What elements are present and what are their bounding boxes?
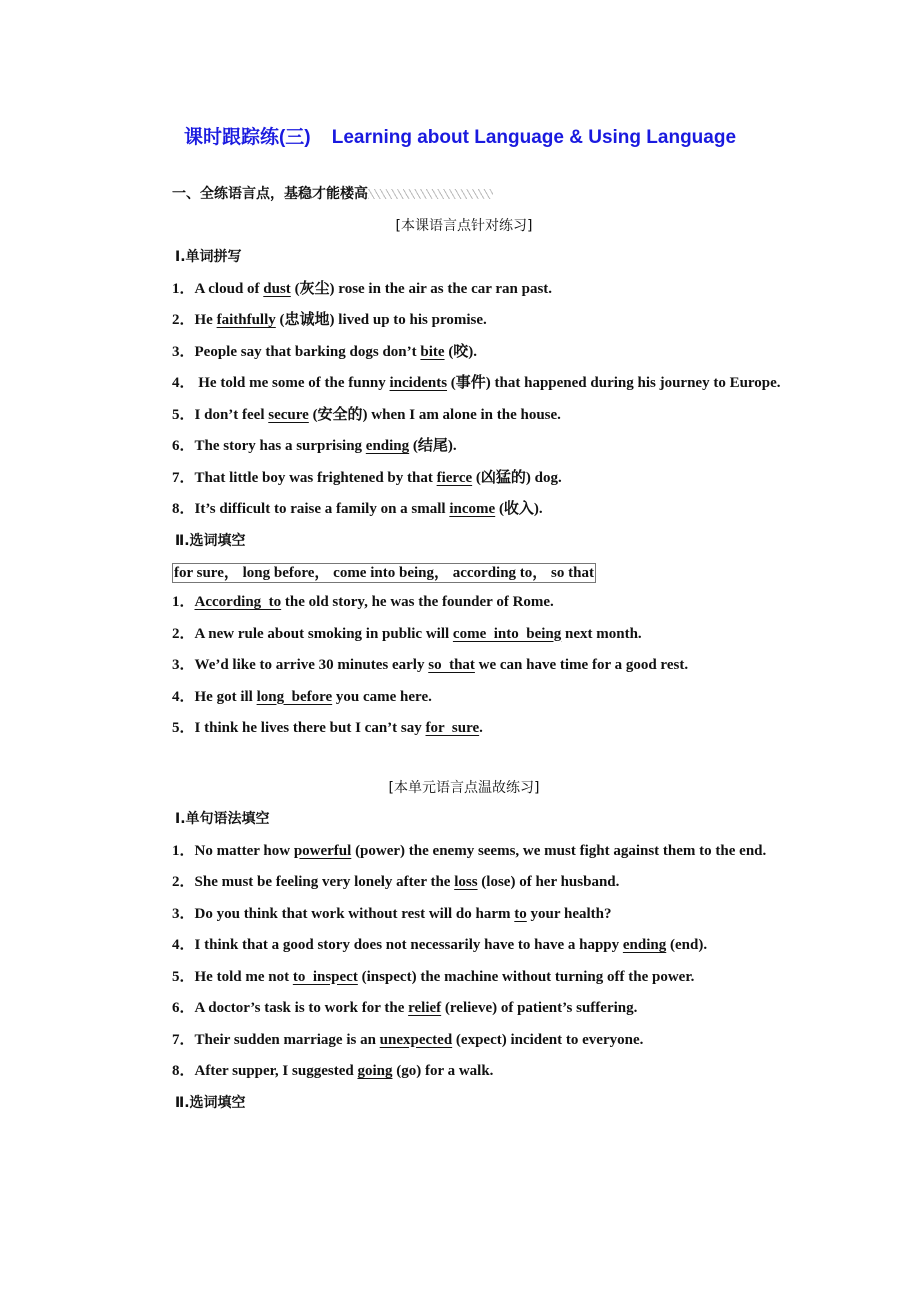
exercise-item (140, 368, 788, 400)
answer-text: relief (408, 1000, 442, 1016)
item-text: He (194, 312, 217, 328)
item-text: He got ill (194, 688, 257, 705)
answer-text: to (514, 905, 527, 922)
item-text: He told me not (194, 968, 293, 985)
item-text: you came here. (332, 688, 432, 705)
part2-header: [本单元语言点温故练习] (388, 779, 540, 796)
item-number: 5． (172, 406, 195, 423)
item-number: 7． (172, 1031, 195, 1048)
exercise-item (140, 619, 788, 651)
word-box: for sure， long before， come into being， according to， so that (174, 565, 594, 581)
item-text: (go) for a walk. (392, 1063, 494, 1079)
exercise-item (140, 400, 788, 432)
exercise-item (140, 682, 788, 714)
item-text: He told me some of the funny (194, 375, 390, 391)
hatch-decoration (368, 189, 493, 199)
item-text: (end). (666, 937, 708, 953)
answer-text: long before (256, 688, 333, 705)
item-text: That little boy was frightened by that (194, 469, 437, 486)
item-text: She must be feeling very lonely after the (194, 874, 455, 890)
part1-groupB-items (140, 587, 788, 745)
item-number: 8． (172, 1063, 195, 1079)
part2-groupB-heading: Ⅱ.选词填空 (175, 1094, 246, 1111)
answer-text: loss (454, 874, 478, 890)
answer-text: income (449, 501, 496, 517)
answer-text: for sure (425, 720, 480, 736)
answer-text: so that (428, 657, 475, 673)
item-text: The story has a surprising (194, 438, 366, 454)
part1-groupA-heading: Ⅰ.单词拼写 (175, 249, 242, 265)
item-number: 6． (172, 438, 195, 454)
exercise-item (140, 993, 788, 1025)
item-text: (忠诚地) lived up to his promise. (275, 312, 487, 328)
document-body (140, 179, 788, 1119)
exercise-item (140, 713, 788, 745)
answer-text: ending (622, 937, 667, 953)
item-text: (安全的) when I am alone in the house. (308, 406, 561, 423)
answer-text: unexpected (379, 1031, 453, 1048)
answer-text: come into being (452, 625, 562, 642)
item-number: 1． (172, 280, 195, 297)
item-text: (expect) incident to everyone. (452, 1031, 644, 1048)
item-number: 5． (172, 968, 195, 985)
item-text: (事件) that happened during his journey to Europe. (447, 375, 781, 391)
item-text: Do you think that work without rest will do harm (194, 905, 515, 922)
exercise-item (140, 431, 788, 463)
exercise-item (140, 494, 788, 526)
item-number: 2． (172, 625, 195, 642)
exercise-item (140, 930, 788, 962)
item-number: 5． (172, 720, 195, 736)
answer-text: powerful (293, 842, 352, 859)
item-number: 1． (172, 594, 195, 610)
item-text: . (479, 720, 483, 736)
part1-groupB-heading: Ⅱ.选词填空 (175, 532, 246, 549)
answer-text: secure (268, 406, 309, 423)
section-heading (140, 179, 788, 211)
item-text: your health? (526, 905, 612, 922)
exercise-item (140, 899, 788, 931)
answer-text: fierce (436, 469, 473, 486)
item-number: 3． (172, 905, 195, 922)
exercise-item (140, 274, 788, 306)
item-text: After supper, I suggested (194, 1063, 358, 1079)
part1-header: [本课语言点针对练习] (395, 217, 533, 234)
item-text: (结尾). (409, 438, 457, 454)
item-text: (灰尘) rose in the air as the car ran past. (290, 280, 553, 297)
item-text: I don’t feel (194, 406, 269, 423)
item-text: (咬). (444, 343, 478, 360)
part2-groupA-heading: Ⅰ.单句语法填空 (175, 811, 270, 827)
page-title: 课时跟踪练(三) Learning about Language & Using Language (183, 127, 737, 148)
item-text: next month. (561, 625, 642, 642)
exercise-item (140, 337, 788, 369)
answer-text: dust (263, 280, 291, 297)
item-text: (lose) of her husband. (477, 874, 620, 890)
item-text: I think he lives there but I can’t say (194, 720, 426, 736)
item-text: I think that a good story does not necessarily have to have a happy (194, 937, 623, 953)
item-number: 4． (172, 937, 195, 953)
item-text: A new rule about smoking in public will (194, 625, 453, 642)
item-text: (inspect) the machine without turning off the power. (357, 968, 695, 985)
item-text: (凶猛的) dog. (472, 469, 562, 486)
item-text: (收入). (495, 501, 543, 517)
answer-text: ending (365, 438, 410, 454)
item-number: 2． (172, 312, 195, 328)
part2-groupA-items (140, 836, 788, 1088)
item-number: 3． (172, 343, 195, 360)
item-text: (power) the enemy seems, we must fight against them to the end. (351, 842, 767, 859)
answer-text: bite (420, 343, 445, 360)
item-number: 7． (172, 469, 195, 486)
item-text: A doctor’s task is to work for the (194, 1000, 409, 1016)
item-number: 8． (172, 501, 195, 517)
answer-text: to inspect (292, 968, 358, 985)
exercise-item (140, 463, 788, 495)
item-text: the old story, he was the founder of Rome. (281, 594, 554, 610)
exercise-item (140, 867, 788, 899)
item-text: we can have time for a good rest. (474, 657, 689, 673)
item-text: A cloud of (194, 280, 264, 297)
item-number: 6． (172, 1000, 195, 1016)
answer-text: According to (194, 594, 282, 610)
exercise-item (140, 587, 788, 619)
item-number: 4． (172, 375, 195, 391)
section-heading-text: 一、全练语言点，基稳才能楼高 (172, 186, 368, 202)
exercise-item (140, 1056, 788, 1088)
item-number: 2． (172, 874, 195, 890)
item-text: People say that barking dogs don’t (194, 343, 421, 360)
item-number: 4． (172, 688, 195, 705)
answer-text: faithfully (216, 312, 276, 328)
exercise-item (140, 305, 788, 337)
part1-groupA-items (140, 274, 788, 526)
exercise-item (140, 962, 788, 994)
item-text: It’s difficult to raise a family on a small (194, 501, 450, 517)
answer-text: going (357, 1063, 393, 1079)
exercise-item (140, 1025, 788, 1057)
exercise-item (140, 650, 788, 682)
item-text: Their sudden marriage is an (194, 1031, 380, 1048)
exercise-item (140, 836, 788, 868)
item-text: No matter how (194, 842, 294, 859)
answer-text: incidents (389, 375, 448, 391)
item-number: 3． (172, 657, 195, 673)
item-number: 1． (172, 842, 195, 859)
item-text: (relieve) of patient’s suffering. (441, 1000, 638, 1016)
item-text: We’d like to arrive 30 minutes early (194, 657, 429, 673)
